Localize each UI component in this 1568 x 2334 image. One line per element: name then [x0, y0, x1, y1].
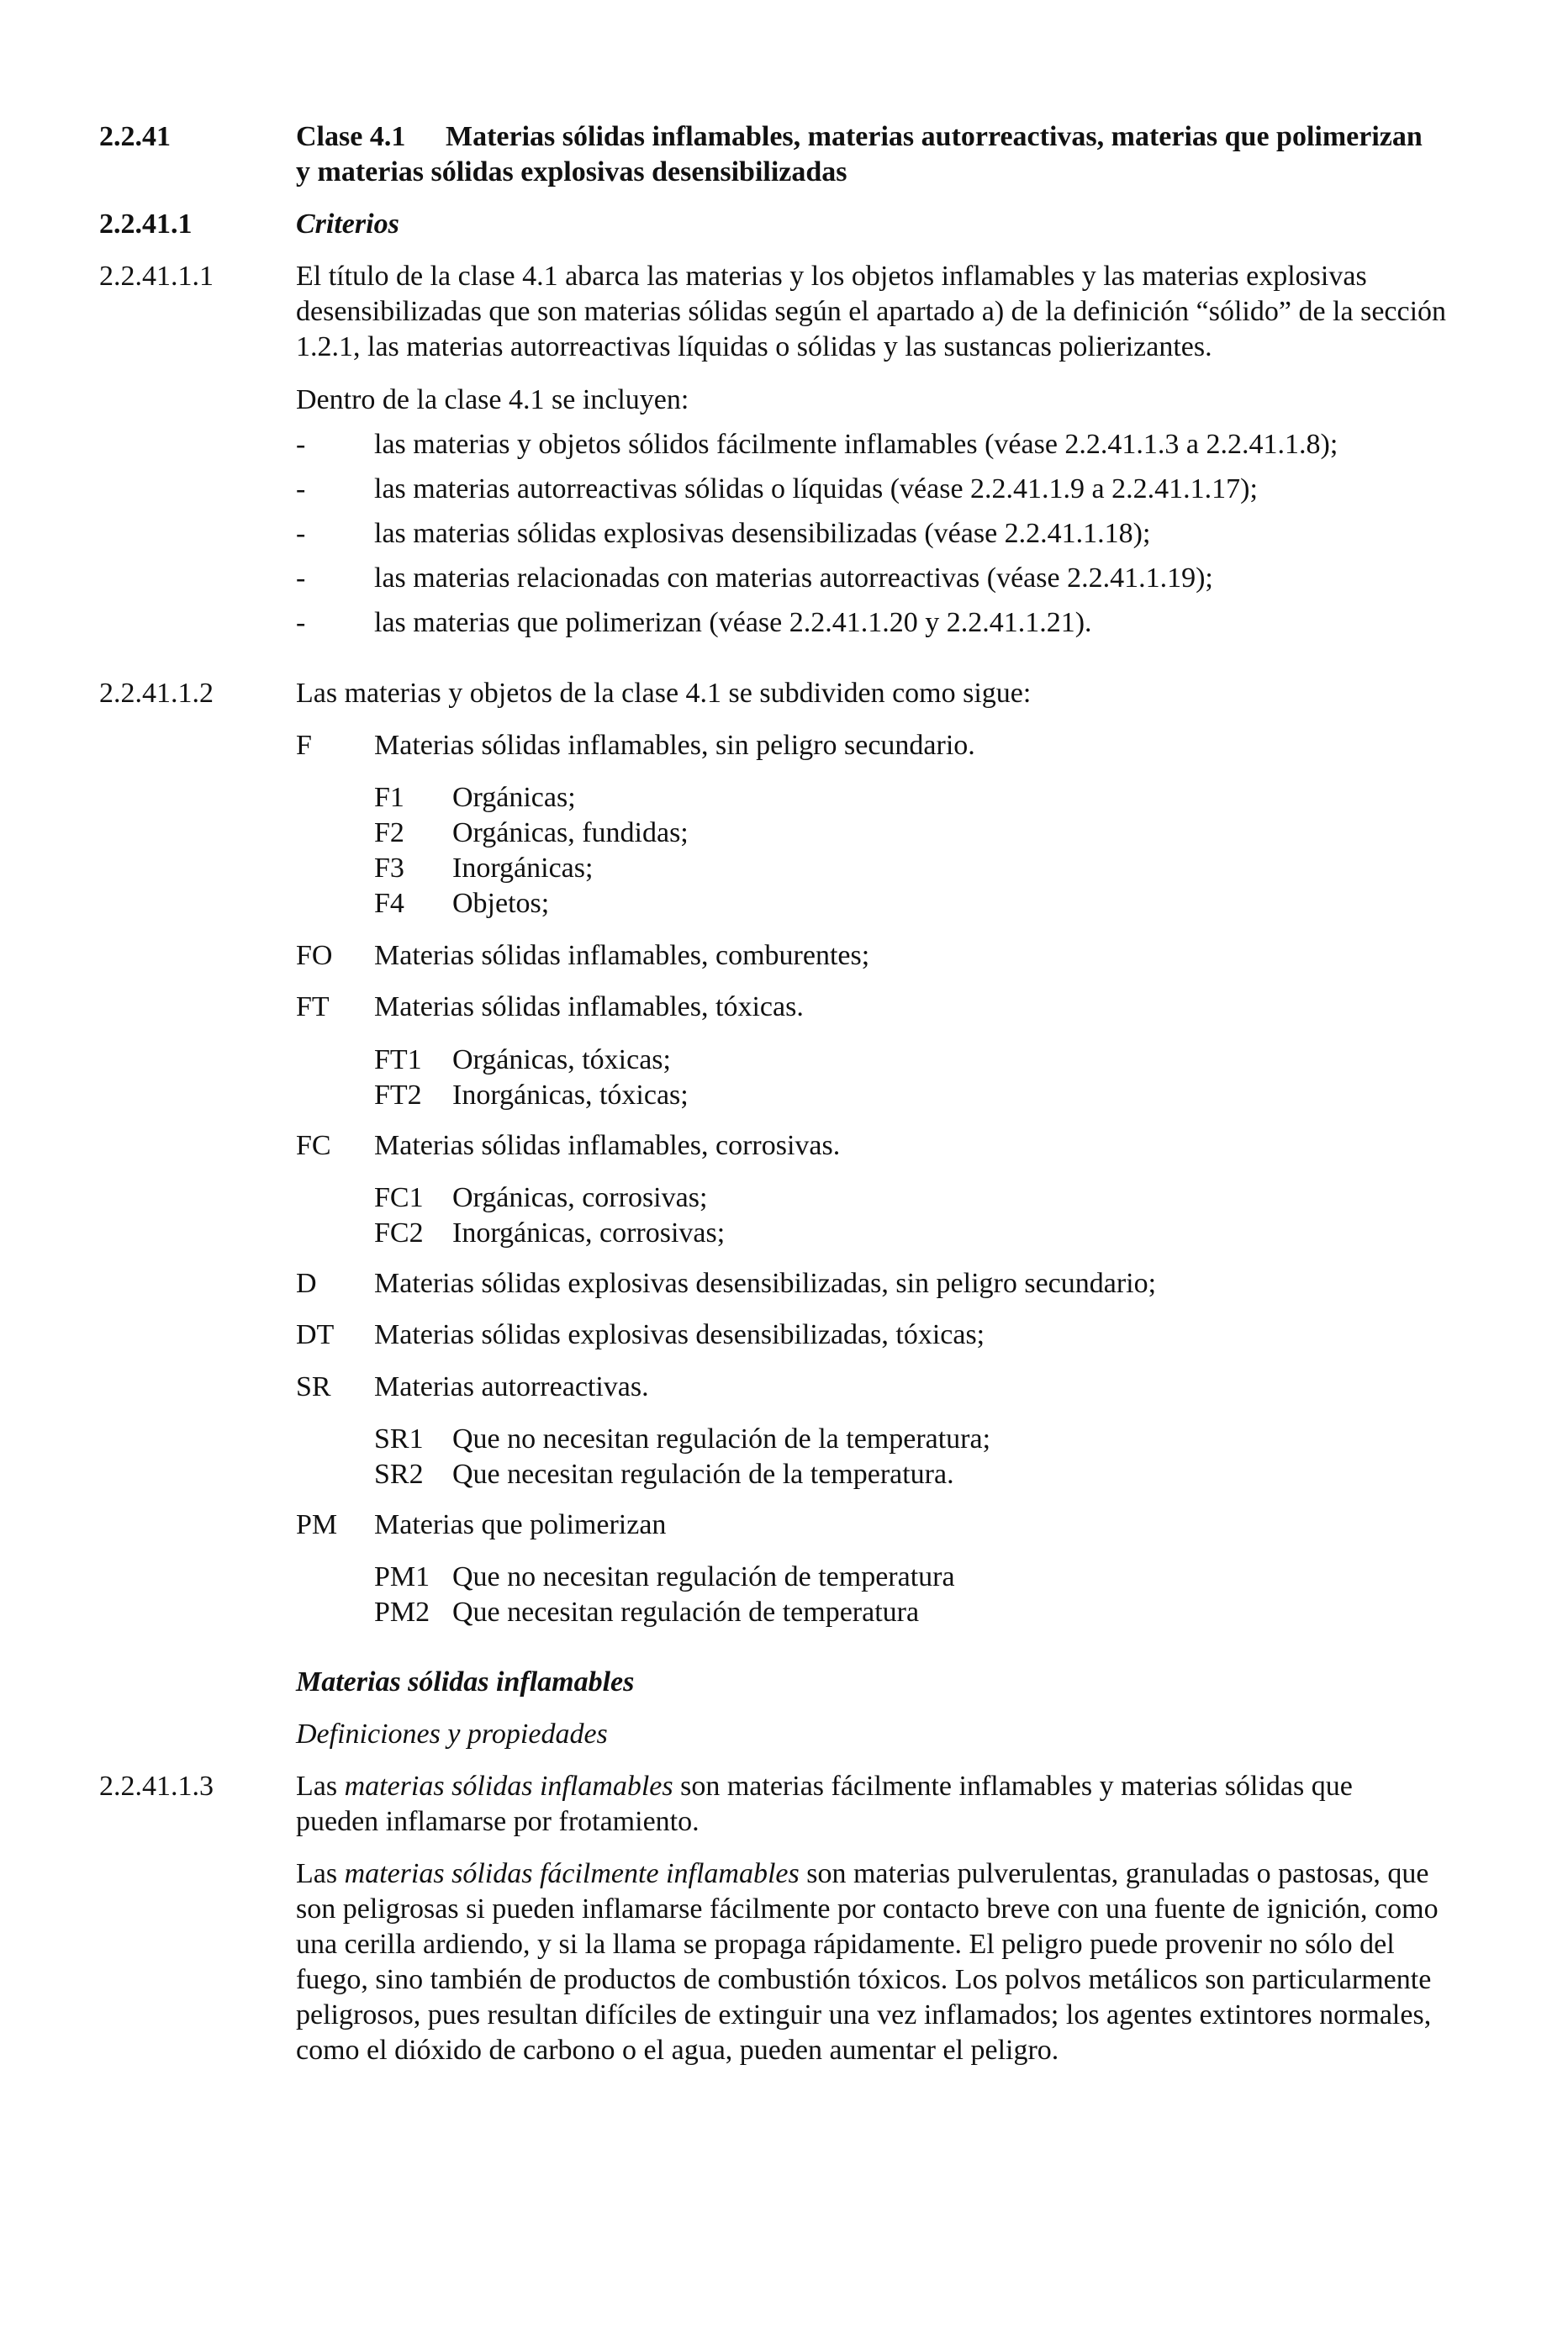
text-line: peligrosos, pues resultan difíciles de extinguir una vez inflamados; los agentes extintores normales,	[296, 1999, 1432, 2030]
subsection-title: Materias sólidas inflamables	[296, 1666, 635, 1698]
section-title-line1: Materias sólidas inflamables, materias autorreactivas, materias que polimerizan	[446, 121, 1423, 152]
text-line: desensibilizadas que son materias sólidas según el apartado a) de la definición “sólido” de la sección	[296, 296, 1447, 327]
paragraph-number: 2.2.41.1.1	[99, 261, 214, 292]
subdivision-intro: Las materias y objetos de la clase 4.1 se subdividen como sigue:	[296, 678, 1032, 709]
text-line: una cerilla ardiendo, y si la llama se propaga rápidamente. El peligro puede provenir no sólo del	[296, 1929, 1395, 1960]
class-label: Clase 4.1	[296, 121, 406, 152]
text-line: El título de la clase 4.1 abarca las materias y los objetos inflamables y las materias explosivas	[296, 261, 1367, 292]
text-line: fuego, sino también de productos de combustión tóxicos. Los polvos metálicos son particularmente	[296, 1964, 1432, 1995]
list-dash: -	[296, 473, 306, 504]
text-line: Las materias sólidas inflamables son materias fácilmente inflamables y materias sólidas que	[296, 1771, 1353, 1802]
text-line: como el dióxido de carbono o el agua, pueden aumentar el peligro.	[296, 2035, 1059, 2066]
paragraph-number: 2.2.41.1.2	[99, 678, 214, 709]
list-dash: -	[296, 607, 306, 638]
text-line: 1.2.1, las materias autorreactivas líquidas o sólidas y las sustancas polierizantes.	[296, 331, 1212, 362]
criteria-number: 2.2.41.1	[99, 209, 193, 240]
criteria-title: Criterios	[296, 209, 399, 240]
document-page: 2.2.41 Clase 4.1 Materias sólidas inflamables, materias autorreactivas, materias que polimerizan y materias sólidas explosivas desensibilizadas 2.2.41.1 Criterios 2.2.41.1.1 El título de la clase 4.1 abarca las materias y los objetos inflamables y las materias explosivas desensibilizadas que son materias sólidas según el apartado a) de la definición “sólido” de la sección 1.2.1, las materias autorreactivas líquidas o sólidas y las sustancas polierizantes. Dentro de la clase 4.1 se incluyen: - las materias y objetos sólidos fácilmente inflamables (véase 2.2.41.1.3 a 2.2.41.1.8); - las materias autorreactivas sólidas o líquidas (véase 2.2.41.1.9 a 2.2.41.1.17); - las materias sólidas explosivas desensibilizadas (véase 2.2.41.1.18); - las materias relacionadas con materias autorreactivas (véase 2.2.41.1.19); - las materias que polimerizan (véase 2.2.41.1.20 y 2.2.41.1.21). 2.2.41.1.2 Las materias y objetos de la clase 4.1 se subdividen como sigue: F Materias sólidas inflamables, sin peligro secundario. F1 Orgánicas; F2 Orgánicas, fundidas; F3 Inorgánicas; F4 Objetos; FO Materias sólidas inflamables, comburentes; FT Materias sólidas inflamables, tóxicas. FT1 Orgánicas, tóxicas; FT2 Inorgánicas, tóxicas; FC Materias sólidas inflamables, corrosivas. FC1 Orgánicas, corrosivas; FC2 Inorgánicas, corrosivas; D Materias sólidas explosivas desensibilizadas, sin peligro secundario; DT Materias sólidas explosivas desensibilizadas, tóxicas; SR Materias autorreactivas. SR1 Que no necesitan regulación de la temperatura; SR2 Que necesitan regulación de la temperatura. PM Materias que polimerizan PM1 Que no necesitan regulación de temperatura PM2 Que necesitan regulación de temperatura Materias sólidas inflamables Definiciones y propiedades 2.2.41.1.3 Las materias sólidas inflamables son materias fácilmente inflamables y materias sólidas que pueden inflamarse por frotamiento. Las materias sólidas fácilmente inflamables son materias pulverulentas, granuladas o pastosas, que son peligrosas si pueden inflamarse fácilmente por contacto breve con una fuente de ignición, como una cerilla ardiendo, y si la llama se propaga rápidamente. El peligro puede provenir no sólo del fuego, sino también de productos de combustión tóxicos. Los polvos metálicos son particularmente peligrosos, pues resultan difíciles de extinguir una vez inflamados; los agentes extintores normales, como el dióxido de carbono o el agua, pueden aumentar el peligro.	[0, 0, 1568, 2334]
section-title-line2: y materias sólidas explosivas desensibilizadas	[296, 156, 847, 187]
text-line: pueden inflamarse por frotamiento.	[296, 1806, 700, 1837]
list-intro: Dentro de la clase 4.1 se incluyen:	[296, 384, 689, 415]
list-dash: -	[296, 429, 306, 460]
paragraph-number: 2.2.41.1.3	[99, 1771, 214, 1802]
subsection-subtitle: Definiciones y propiedades	[296, 1719, 608, 1750]
defined-term: materias sólidas fácilmente inflamables	[344, 1858, 800, 1889]
text-line: Las materias sólidas fácilmente inflamables son materias pulverulentas, granuladas o pastosas, que	[296, 1858, 1429, 1889]
text-line: son peligrosas si pueden inflamarse fácilmente por contacto breve con una fuente de ignición, como	[296, 1893, 1439, 1925]
section-number: 2.2.41	[99, 121, 171, 152]
defined-term: materias sólidas inflamables	[344, 1771, 673, 1802]
list-dash: -	[296, 518, 306, 549]
list-dash: -	[296, 562, 306, 594]
